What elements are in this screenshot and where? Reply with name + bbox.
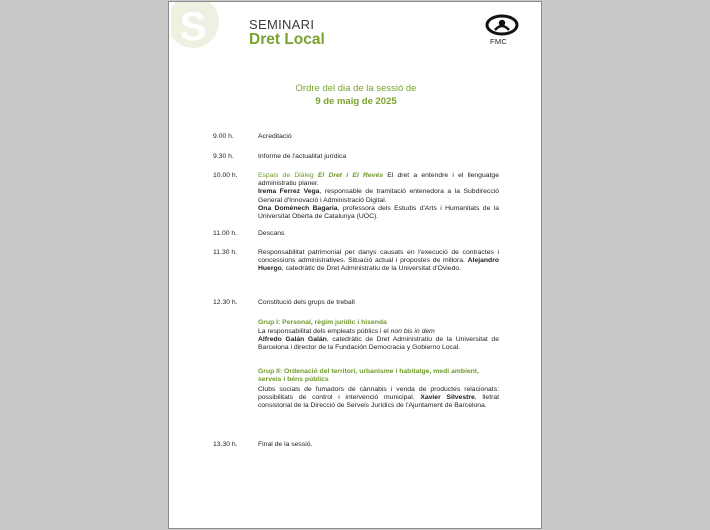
item-text: Responsabilitat patrimonial per danys causats en l'execució de contractes i concessions administratives. Situació actual i propostes de millora. [258, 249, 499, 265]
speaker-name: Xavier Silvestre [420, 394, 475, 402]
speaker-name: Alejandro Huergo [258, 257, 499, 273]
fmc-label: FMC [490, 37, 508, 46]
group-title: Grup II: Ordenació del territori, urbanisme i habitatge, medi ambient, serveis i béns públics [258, 368, 479, 384]
group-title: Grup I: Personal, règim jurídic i hisenda [258, 319, 387, 326]
speaker-role: , lletrat consistorial de la Direcció de Serveis Jurídics de l'Ajuntament de Barcelona. [258, 394, 500, 410]
agenda-time: 10.00 h. [213, 172, 238, 179]
group-text [258, 386, 499, 411]
agenda-date: 9 de maig de 2025 [315, 96, 397, 107]
dialog-prefix: Espais de Diàleg [258, 172, 318, 179]
agenda-time: 9.30 h. [213, 153, 234, 160]
speaker-name: Alfredo Galán Galán [258, 336, 327, 344]
group-desc-italic: non bis in dem [390, 328, 435, 335]
agenda-item-dialog [258, 172, 499, 221]
agenda-time: 12.30 h. [213, 299, 238, 306]
fmc-logo-icon [484, 14, 520, 36]
speaker-name: Irema Ferrez Vega [258, 188, 320, 196]
agenda-title: Ordre del dia de la sessió de [295, 83, 417, 94]
speaker-name: Ona Domènech Bagaria [258, 204, 338, 212]
speaker-role: , catedràtic de Dret Administratiu de la Universitat d'Oviedo. [281, 265, 462, 273]
speaker-role: , professora dels Estudis d'Arts i Humanitats de la Universitat Oberta de Catalunya (UOC). [258, 204, 499, 221]
brand-main: Dret Local [249, 31, 325, 48]
dialog-title: El Dret i El Revés [317, 172, 384, 179]
group-desc: Clubs socials de fumadors de cànnabis i venda de productes relacionats: possibilitats de control i intervenció municipal. [258, 386, 499, 402]
speaker-role: , responsable de tramitació entenedora a la Subdirecció General d'Innovació i Administració Digital. [258, 188, 500, 204]
agenda-time: 13.30 h. [213, 441, 238, 448]
seminari-s-logo [171, 1, 219, 48]
agenda-time: 11.30 h. [213, 249, 238, 256]
agenda-time: 11.00 h. [213, 230, 238, 237]
brand-top: SEMINARI [249, 17, 315, 32]
agenda-item: Acreditació [258, 133, 292, 140]
agenda-item: Descans [258, 230, 285, 237]
agenda-time: 9.00 h. [213, 133, 234, 140]
agenda-item: Informe de l'actualitat jurídica [258, 153, 347, 160]
dialog-desc: El dret a entendre i el llenguatge administratiu planer. [258, 172, 499, 188]
svg-text:S: S [179, 5, 207, 48]
group-desc: La responsabilitat dels empleats públics i el [258, 328, 391, 335]
agenda-item [258, 249, 499, 274]
document-page [168, 1, 542, 529]
speaker-role: , catedràtic de Dret Administratiu de la Universitat de Barcelona i director de la Fundación Democracia y Gobierno Local. [258, 336, 499, 352]
agenda-item: Final de la sessió. [258, 441, 313, 448]
agenda-item: Constitució dels grups de treball [258, 299, 355, 306]
group-text [258, 328, 499, 353]
